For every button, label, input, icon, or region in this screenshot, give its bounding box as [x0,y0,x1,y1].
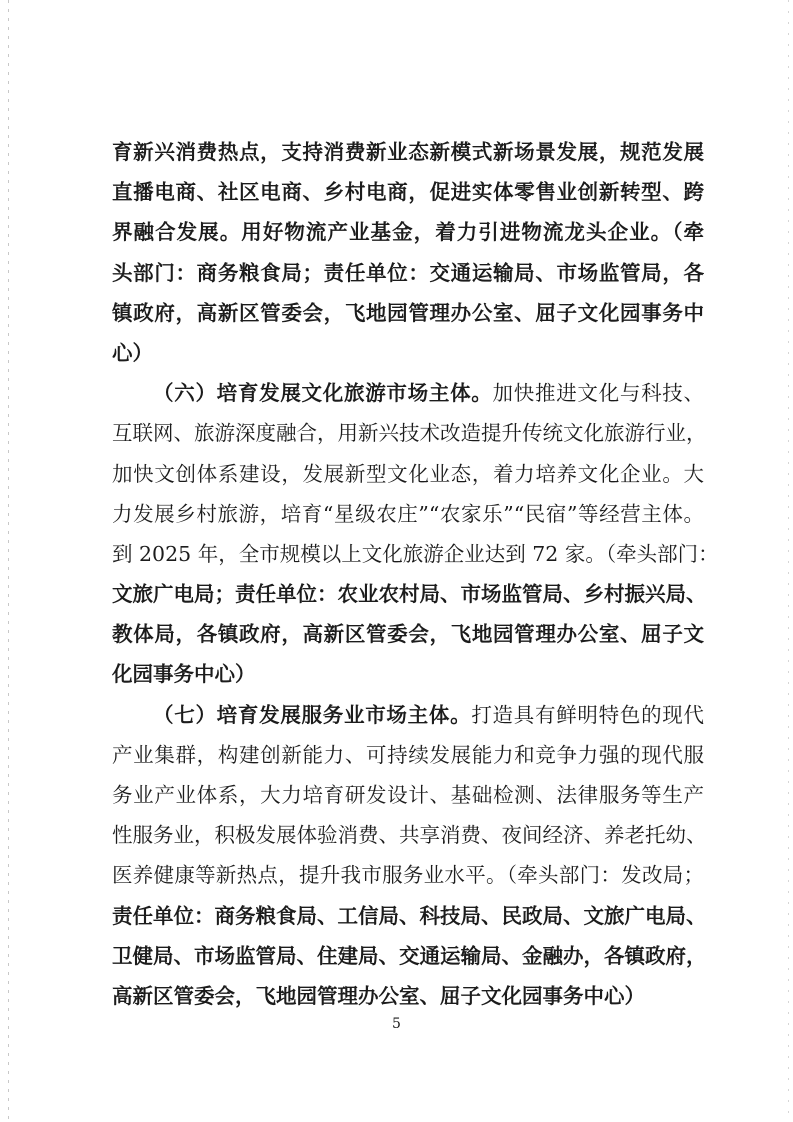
text-line: 到 2025 年，全市规模以上文化旅游企业达到 72 家。（牵头部门： [112,541,719,566]
text-line: 界融合发展。用好物流产业基金，着力引进物流龙头企业。（牵 [112,220,704,245]
text-line: 加快文创体系建设，发展新型文化业态，着力培养文化企业。大 [112,461,704,486]
text-line: 心） [112,340,153,365]
text-line: 产业集群，构建创新能力、可持续发展能力和竞争力强的现代服 [112,742,704,767]
text-line: 教体局，各镇政府，高新区管委会，飞地园管理办公室、屈子文 [112,622,704,647]
page-number: 5 [392,1016,401,1032]
text-line: 育新兴消费热点，支持消费新业态新模式新场景发展，规范发展 [112,140,704,164]
text-line: 头部门：商务粮食局；责任单位：交通运输局、市场监管局，各 [112,260,704,285]
text-line: 文旅广电局；责任单位：农业农村局、市场监管局、乡村振兴局、 [112,582,707,607]
text-line: 直播电商、社区电商、乡村电商，促进实体零售业创新转型、跨 [112,180,704,205]
body-text [112,132,719,1016]
scan-edge-right [788,0,789,1122]
text-line: 互联网、旅游深度融合，用新兴技术改造提升传统文化旅游行业， [112,421,707,446]
text-line: 医养健康等新热点，提升我市服务业水平。（牵头部门：发改局； [112,863,704,888]
text-line: 镇政府，高新区管委会，飞地园管理办公室、屈子文化园事务中 [112,300,704,325]
text-line: 责任单位：商务粮食局、工信局、科技局、民政局、文旅广电局、 [112,903,707,928]
scan-edge-left [8,0,9,1122]
text-line: 卫健局、市场监管局、住建局、交通运输局、金融办，各镇政府， [112,943,707,968]
section-7-heading: （七）培育发展服务业市场主体。 [153,702,472,727]
section-7-text: 打造具有鲜明特色的现代 [471,702,705,727]
text-line: 化园事务中心） [112,662,256,687]
section-6-text: 加快推进文化与科技、 [492,381,705,406]
text-line: 性服务业，积极发展体验消费、共享消费、夜间经济、养老托幼、 [112,823,707,848]
text-line: 务业产业体系，大力培育研发设计、基础检测、法律服务等生产 [112,783,704,807]
section-6-heading-line [112,373,704,413]
section-7-heading-line [112,695,704,735]
text-line: 力发展乡村旅游，培育“星级农庄”“农家乐”“民宿”等经营主体。 [112,501,704,526]
section-6-heading: （六）培育发展文化旅游市场主体。 [153,381,493,406]
text-line: 高新区管委会，飞地园管理办公室、屈子文化园事务中心） [112,983,645,1008]
